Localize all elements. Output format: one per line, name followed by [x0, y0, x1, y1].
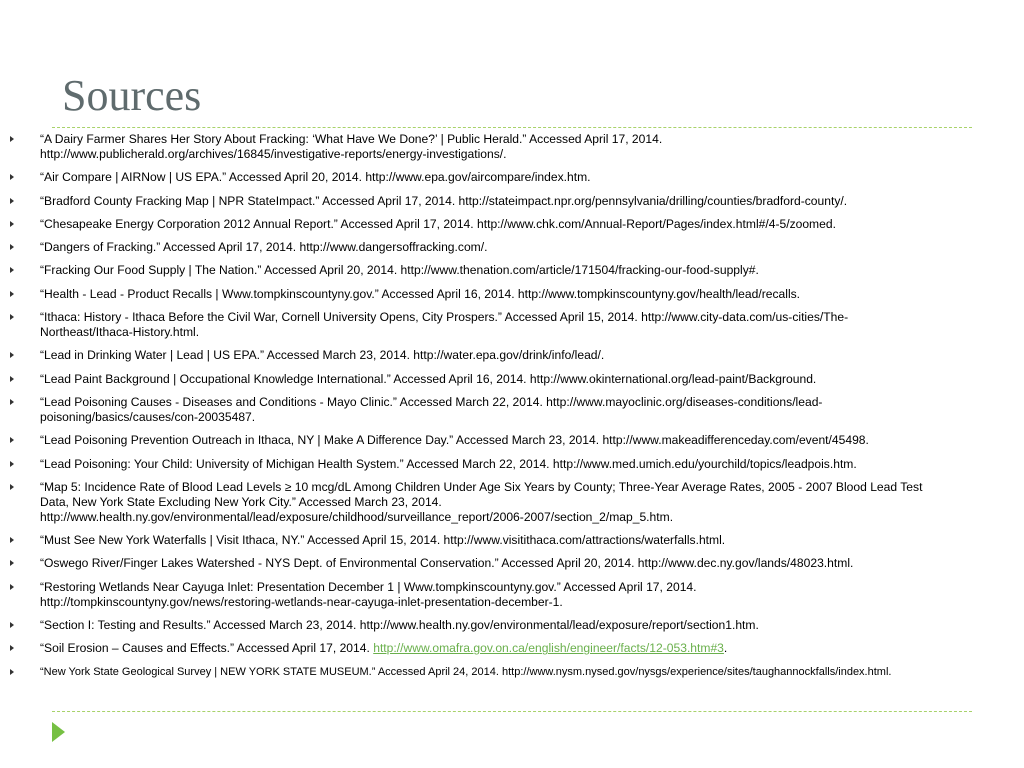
source-text: “Map 5: Incidence Rate of Blood Lead Levels ≥ 10 mcg/dL Among Children Under Age Six Years by County; Three-Year Average Rates, 2005 - 2007 Blood Lead Test Data, New York State Excluding New York City.” Accessed March 23, 2014. http://www.health.ny.gov/environmental/lead/exposure/childhood/surveillance_report/2006-2007/section_2/map_5.htm. — [40, 479, 923, 524]
source-item — [40, 372, 1002, 387]
source-item — [40, 395, 1002, 425]
bullet-triangle-icon — [10, 376, 14, 382]
slide-title: Sources — [62, 71, 202, 120]
source-item — [40, 618, 1002, 633]
source-text: “Chesapeake Energy Corporation 2012 Annual Report.” Accessed April 17, 2014. http://www.chk.com/Annual-Report/Pages/index.html#/4-5/zoomed. — [40, 216, 836, 231]
bullet-triangle-icon — [10, 136, 14, 142]
bullet-triangle-icon — [10, 291, 14, 297]
bullet-triangle-icon — [10, 244, 14, 250]
source-text: “Must See New York Waterfalls | Visit Ithaca, NY.” Accessed April 15, 2014. http://www.visitithaca.com/attractions/waterfalls.html. — [40, 533, 726, 548]
source-item — [40, 433, 1002, 448]
bullet-triangle-icon — [10, 221, 14, 227]
source-text: “Air Compare | AIRNow | US EPA.” Accessed April 20, 2014. http://www.epa.gov/aircompare/index.htm. — [40, 170, 591, 185]
bullet-triangle-icon — [10, 174, 14, 180]
bullet-triangle-icon — [10, 584, 14, 590]
source-item — [40, 240, 1002, 255]
bottom-divider — [52, 711, 972, 712]
source-text: “Dangers of Fracking.” Accessed April 17, 2014. http://www.dangersoffracking.com/. — [40, 240, 488, 255]
bullet-triangle-icon — [10, 314, 14, 320]
source-text: “Lead Poisoning Causes - Diseases and Conditions - Mayo Clinic.” Accessed March 22, 2014. http://www.mayoclinic.org/diseases-conditions/lead- poisoning/basics/causes/con-20035487. — [40, 394, 823, 424]
source-item — [40, 580, 1002, 610]
bullet-triangle-icon — [10, 484, 14, 490]
bullet-triangle-icon — [10, 461, 14, 467]
source-text: “New York State Geological Survey | NEW YORK STATE MUSEUM.” Accessed April 24, 2014. http://www.nysm.nysed.gov/nysgs/experience/sites/taughannockfalls/index.html. — [40, 665, 892, 678]
source-text: “Health - Lead - Product Recalls | Www.tompkinscountyny.gov.” Accessed April 16, 2014. http://www.tompkinscountyny.gov/health/lead/recalls. — [40, 286, 801, 301]
source-text-end: . — [723, 641, 728, 656]
source-text: “Lead in Drinking Water | Lead | US EPA.” Accessed March 23, 2014. http://water.epa.gov/drink/info/lead/. — [40, 348, 605, 363]
bullet-triangle-icon — [10, 437, 14, 443]
source-item — [40, 533, 1002, 548]
bullet-triangle-icon — [10, 537, 14, 543]
bullet-triangle-icon — [10, 399, 14, 405]
next-slide-arrow-icon[interactable] — [52, 722, 65, 742]
bullet-triangle-icon — [10, 560, 14, 566]
source-link[interactable]: http://www.omafra.gov.on.ca/english/engineer/facts/12-053.htm#3 — [373, 641, 724, 656]
source-text: “Oswego River/Finger Lakes Watershed - NYS Dept. of Environmental Conservation.” Accessed April 20, 2014. http://www.dec.ny.gov/lands/48023.html. — [40, 556, 854, 571]
bullet-triangle-icon — [10, 267, 14, 273]
bullet-triangle-icon — [10, 198, 14, 204]
source-text: “Fracking Our Food Supply | The Nation.” Accessed April 20, 2014. http://www.thenation.com/article/171504/fracking-our-food-supply#. — [40, 263, 759, 278]
source-item — [40, 170, 1002, 185]
source-item — [40, 457, 1002, 472]
source-text: “Soil Erosion – Causes and Effects.” Accessed April 17, 2014. — [40, 641, 374, 656]
source-text: “Lead Poisoning Prevention Outreach in Ithaca, NY | Make A Difference Day.” Accessed March 23, 2014. http://www.makeadifferenceday.com/event/45498. — [40, 433, 869, 448]
source-text: “Section I: Testing and Results.” Accessed March 23, 2014. http://www.health.ny.gov/environmental/lead/exposure/report/section1.htm. — [40, 618, 759, 633]
source-item — [40, 348, 1002, 363]
source-text: “Lead Poisoning: Your Child: University of Michigan Health System.” Accessed March 22, 2014. http://www.med.umich.edu/yourchild/topics/leadpois.htm. — [40, 456, 857, 471]
source-item — [40, 665, 1002, 680]
source-text: “Lead Paint Background | Occupational Knowledge International.” Accessed April 16, 2014. http://www.okinternational.org/lead-paint/Background. — [40, 371, 817, 386]
source-item — [40, 480, 1002, 525]
source-text: “Bradford County Fracking Map | NPR StateImpact.” Accessed April 17, 2014. http://stateimpact.npr.org/pennsylvania/drilling/counties/bradford-county/. — [40, 193, 848, 208]
bullet-triangle-icon — [10, 669, 14, 675]
source-item — [40, 194, 1002, 209]
source-item — [40, 263, 1002, 278]
bullet-triangle-icon — [10, 645, 14, 651]
source-item — [40, 310, 1002, 340]
sources-list — [40, 132, 1002, 688]
bullet-triangle-icon — [10, 352, 14, 358]
source-item — [40, 556, 1002, 571]
source-text: “A Dairy Farmer Shares Her Story About Fracking: ‘What Have We Done?’ | Public Herald.” Accessed April 17, 2014. http://www.publicherald.org/archives/16845/investigative-reports/energy-investigations/. — [40, 132, 663, 161]
source-item — [40, 287, 1002, 302]
source-text: “Restoring Wetlands Near Cayuga Inlet: Presentation December 1 | Www.tompkinscountyny.gov.” Accessed April 17, 2014. http://tompkinscountyny.gov/news/restoring-wetlands-near-cayuga-inlet-presentation-december-1. — [40, 579, 697, 609]
top-divider — [52, 127, 972, 128]
bullet-triangle-icon — [10, 622, 14, 628]
source-item — [40, 132, 1002, 162]
source-text: “Ithaca: History - Ithaca Before the Civil War, Cornell University Opens, City Prospers.” Accessed April 15, 2014. http://www.city-data.com/us-cities/The- Northeast/Ithaca-History.html. — [40, 310, 849, 340]
source-item — [40, 217, 1002, 232]
source-item — [40, 641, 1002, 656]
